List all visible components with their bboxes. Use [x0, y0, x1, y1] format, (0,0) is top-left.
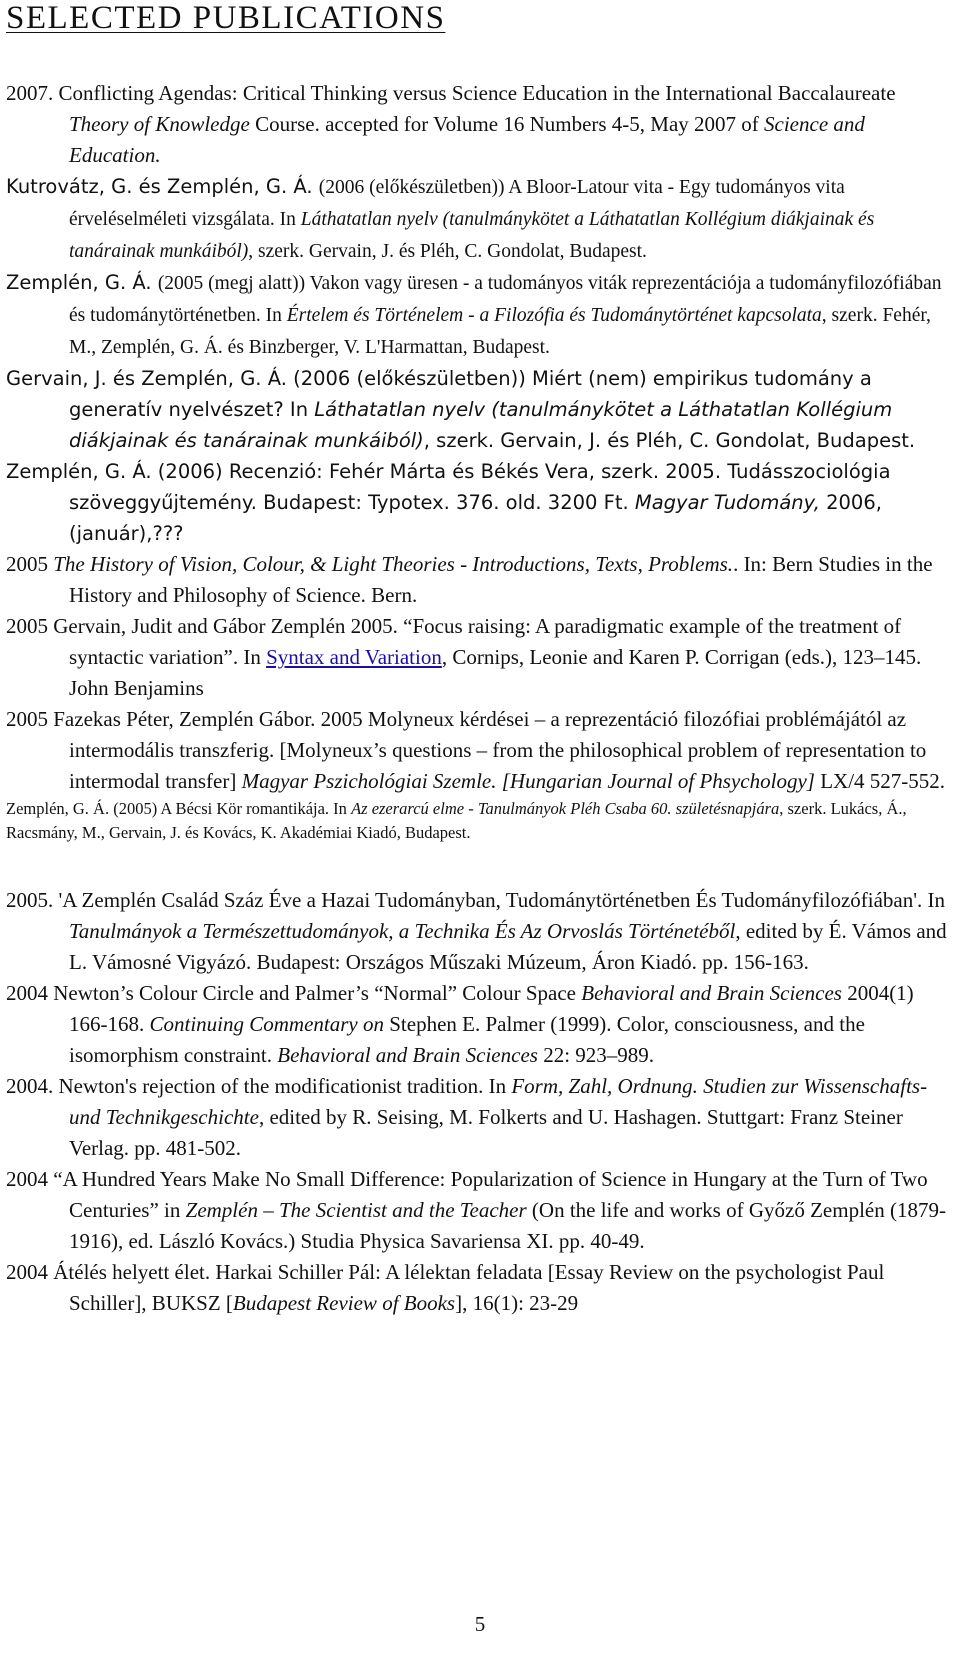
entry-text: ], 16(1): 23-29	[455, 1291, 579, 1315]
entry-text: . In: Bern Studies in the History and Philosophy of Science. Bern.	[69, 552, 933, 607]
publication-entry	[6, 267, 954, 363]
italic-title: Form, Zahl, Ordnung. Studien zur Wissenschafts- und Technikgeschichte	[69, 1074, 928, 1129]
entry-text: , szerk. Fehér, M., Zemplén, G. Á. és Binzberger, V. L'Harmattan, Budapest.	[69, 305, 931, 358]
entry-text: 2007. Conflicting Agendas: Critical Thinking versus Science Education in the International Baccalaureate	[6, 81, 896, 105]
entry-text: Kutrovátz, G. és Zemplén, G. Á.	[6, 175, 319, 198]
italic-title: Láthatatlan nyelv (tanulmánykötet a Láthatatlan Kollégium diákjainak és tanárainak munkáiból)	[69, 209, 875, 262]
reference-link[interactable]: Syntax and Variation	[266, 645, 442, 669]
entry-text: Course. accepted for Volume 16 Numbers 4-5, May 2007 of	[249, 112, 765, 136]
italic-title: Az ezerarcú elme - Tanulmányok Pléh Csaba 60. születésnapjára	[351, 799, 780, 818]
publication-entry	[6, 78, 954, 171]
publication-entry	[6, 171, 954, 267]
entry-text: , edited by R. Seising, M. Folkerts and U. Hashagen. Stuttgart: Franz Steiner Verlag. pp. 481-502.	[69, 1105, 903, 1160]
entry-text: 2004. Newton's rejection of the modificationist tradition. In	[6, 1074, 512, 1098]
entry-text: , szerk. Gervain, J. és Pléh, C. Gondolat, Budapest.	[423, 429, 916, 452]
entry-text: (On the life and works of Győző Zemplén (1879-1916), ed. László Kovács.) Studia Physica Savariensa XI. pp. 40-49.	[69, 1198, 946, 1253]
entry-text: , szerk. Lukács, Á., Racsmány, M., Gervain, J. és Kovács, K. Akadémiai Kiadó, Budapest.	[6, 799, 907, 842]
entry-text: 2004 Átélés helyett élet. Harkai Schiller Pál: A lélektan feladata [Essay Review on the psychologist Paul Schiller], BUKSZ [	[6, 1260, 885, 1315]
publication-entry	[6, 611, 954, 704]
publication-entry	[6, 549, 954, 611]
italic-title: Magyar Pszichológiai Szemle. [Hungarian Journal of Phsychology]	[241, 769, 815, 793]
entry-text: , edited by É. Vámos and L. Vámosné Vigyázó. Budapest: Országos Műszaki Múzeum, Áron Kiadó. pp. 156-163.	[69, 919, 947, 974]
entry-text: Stephen E. Palmer (1999). Color, consciousness, and the isomorphism constraint.	[69, 1012, 865, 1067]
publication-entry	[6, 704, 954, 797]
italic-title: Budapest Review of Books	[232, 1291, 456, 1315]
publication-entry	[6, 1164, 954, 1257]
publication-entry	[6, 885, 954, 978]
entry-text: (2005 (megj alatt)) Vakon vagy üresen - a tudományos viták reprezentációja a tudományfilozófiában és tudománytörténetben. In	[69, 273, 942, 326]
entry-text: 2006, (január),???	[69, 491, 882, 545]
entry-text: , szerk. Gervain, J. és Pléh, C. Gondolat, Budapest.	[248, 241, 647, 262]
italic-title: Science and Education.	[69, 112, 865, 167]
italic-title: Értelem és Történelem - a Filozófia és Tudománytörténet kapcsolata	[286, 305, 822, 326]
entry-text: 2004(1) 166-168.	[69, 981, 914, 1036]
entry-text: 2004 Newton’s Colour Circle and Palmer’s “Normal” Colour Space	[6, 981, 582, 1005]
publication-entry	[6, 797, 954, 845]
entry-text: Zemplén, G. Á. (2006) Recenzió: Fehér Márta és Békés Vera, szerk. 2005. Tudásszociológia szöveggyűjtemény. Budapest: Typotex. 376. old. 3200 Ft.	[6, 460, 891, 514]
publication-list	[6, 78, 954, 1319]
publication-entry	[6, 363, 954, 456]
entry-text: 2005 Gervain, Judit and Gábor Zemplén 2005. “Focus raising: A paradigmatic example of the treatment of syntactic variation”. In	[6, 614, 902, 669]
publication-entry	[6, 1071, 954, 1164]
publication-entry	[6, 1257, 954, 1319]
entry-text: (2006 (előkészületben)) A Bloor-Latour vita - Egy tudományos vita érveléselméleti vizsgálata. In	[69, 177, 845, 230]
entry-text: Zemplén, G. Á. (2005) A Bécsi Kör romantikája. In	[6, 799, 352, 818]
italic-title: Magyar Tudomány,	[634, 491, 820, 514]
italic-title: Theory of Knowledge	[69, 112, 250, 136]
publication-entry	[6, 456, 954, 549]
entry-text: LX/4 527-552.	[814, 769, 946, 793]
entry-text: Gervain, J. és Zemplén, G. Á. (2006 (előkészületben)) Miért (nem) empirikus tudomány a generatív nyelvészet? In	[6, 367, 872, 421]
italic-title: Behavioral and Brain Sciences	[581, 981, 842, 1005]
entry-text: 2004 “A Hundred Years Make No Small Difference: Popularization of Science in Hungary at the Turn of Two Centuries” in	[6, 1167, 928, 1222]
entry-text: Zemplén, G. Á.	[6, 271, 158, 294]
publication-entry	[6, 978, 954, 1071]
entry-text: 2005 Fazekas Péter, Zemplén Gábor. 2005 Molyneux kérdései – a reprezentáció filozófiai problémájától az intermodális transzferig. [Molyneux’s questions – from the philosophical problem of representation to intermodal transfer]	[6, 707, 927, 793]
italic-title: Láthatatlan nyelv (tanulmánykötet a Láthatatlan Kollégium diákjainak és tanárainak munkáiból)	[69, 398, 893, 452]
entry-text: 2005. 'A Zemplén Család Száz Éve a Hazai Tudományban, Tudománytörténetben És Tudományfilozófiában'. In	[6, 888, 946, 912]
italic-title: Behavioral and Brain Sciences	[277, 1043, 538, 1067]
italic-title: The History of Vision, Colour, & Light Theories - Introductions, Texts, Problems.	[53, 552, 734, 576]
entry-text: 22: 923–989.	[537, 1043, 655, 1067]
page-heading: SELECTED PUBLICATIONS	[6, 0, 446, 36]
italic-title: Zemplén – The Scientist and the Teacher	[185, 1198, 527, 1222]
italic-title: Tanulmányok a Természettudományok, a Technika És Az Orvoslás Történetéből	[69, 919, 736, 943]
italic-title: Continuing Commentary on	[149, 1012, 384, 1036]
entry-text: , Cornips, Leonie and Karen P. Corrigan (eds.), 123–145. John Benjamins	[69, 645, 922, 700]
page-number: 5	[474, 1612, 486, 1636]
entry-text: 2005	[6, 552, 54, 576]
